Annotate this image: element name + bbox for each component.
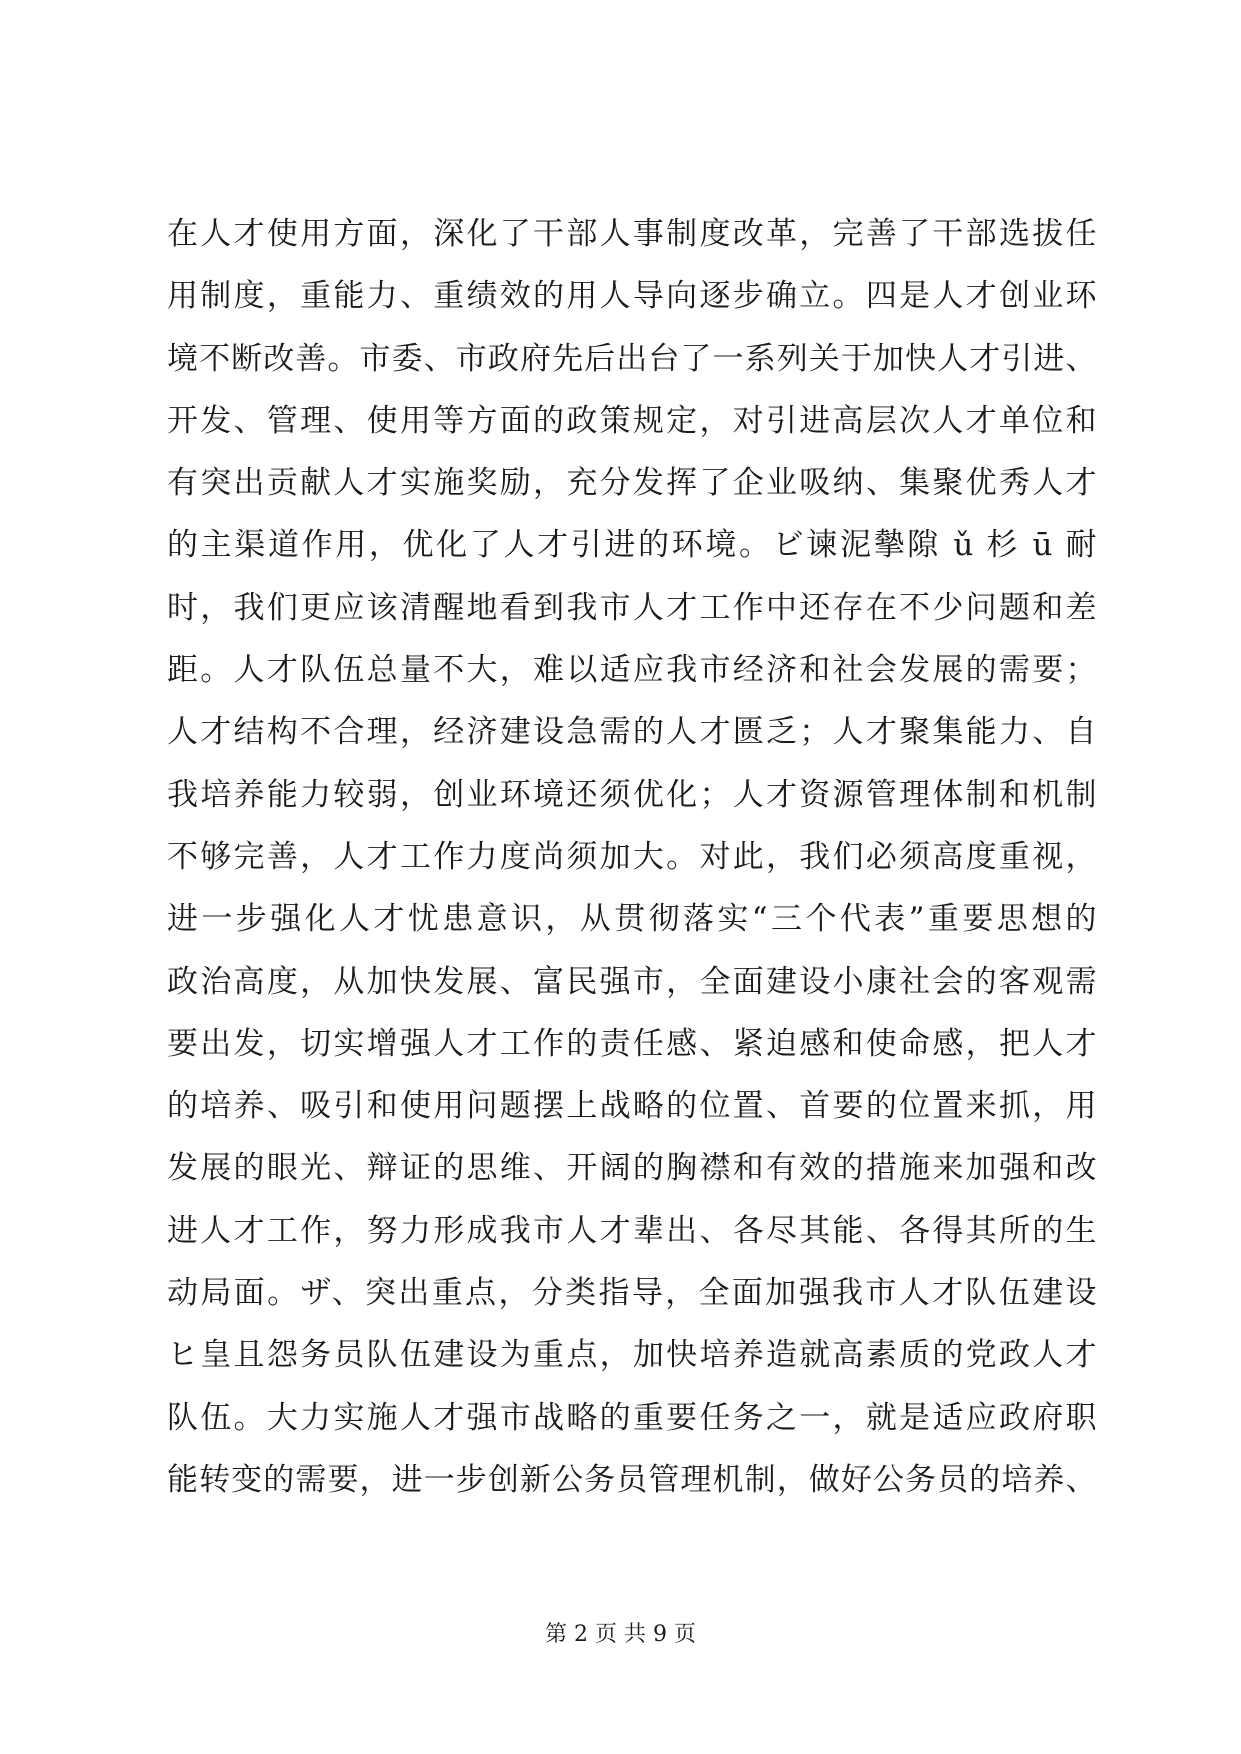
text-line: ヒ皇且怨务员队伍建设为重点，加快培养造就高素质的党政人才 [167, 1337, 1097, 1374]
text-line: 在人才使用方面，深化了干部人事制度改革，完善了干部选拔任 [167, 216, 1097, 252]
text-line: 境不断改善。市委、市政府先后出台了一系列关于加快人才引进、 [167, 340, 1097, 377]
text-line: 不够完善，人才工作力度尚须加大。对此，我们必须高度重视， [167, 838, 1097, 875]
text-line: 动局面。ザ、突出重点，分类指导，全面加强我市人才队伍建设 [167, 1275, 1097, 1312]
text-line: 要出发，切实增强人才工作的责任感、紧迫感和使命感，把人才 [167, 1025, 1097, 1062]
text-line: 进一步强化人才忧患意识，从贯彻落实“三个代表”重要思想的 [167, 901, 1097, 938]
text-line: 人才结构不合理，经济建设急需的人才匮乏；人才聚集能力、自 [167, 714, 1097, 751]
text-line: 有突出贡献人才实施奖励，充分发挥了企业吸纳、集聚优秀人才 [167, 465, 1097, 502]
text-line: 进人才工作，努力形成我市人才辈出、各尽其能、各得其所的生 [167, 1212, 1097, 1249]
page-footer: 第 2 页 共 9 页 [545, 1622, 696, 1647]
text-line: 距。人才队伍总量不大，难以适应我市经济和社会发展的需要； [167, 652, 1097, 689]
text-line: 我培养能力较弱，创业环境还须优化；人才资源管理体制和机制 [167, 776, 1097, 813]
text-line: 政治高度，从加快发展、富民强市，全面建设小康社会的客观需 [167, 963, 1097, 1000]
text-line: 时，我们更应该清醒地看到我市人才工作中还存在不少问题和差 [167, 589, 1097, 626]
text-line: 能转变的需要，进一步创新公务员管理机制，做好公务员的培养、 [167, 1461, 1097, 1498]
text-line: 的主渠道作用，优化了人才引进的环境。ビ谏泥摰隙 ǔ 杉 ū 耐 [167, 527, 1097, 564]
text-line: 发展的眼光、辩证的思维、开阔的胸襟和有效的措施来加强和改 [167, 1150, 1097, 1187]
text-line: 用制度，重能力、重绩效的用人导向逐步确立。四是人才创业环 [167, 278, 1097, 315]
text-line: 的培养、吸引和使用问题摆上战略的位置、首要的位置来抓，用 [167, 1088, 1097, 1125]
text-line: 队伍。大力实施人才强市战略的重要任务之一，就是适应政府职 [167, 1399, 1097, 1436]
text-line: 开发、管理、使用等方面的政策规定，对引进高层次人才单位和 [167, 402, 1097, 439]
body-text [167, 203, 1097, 1511]
